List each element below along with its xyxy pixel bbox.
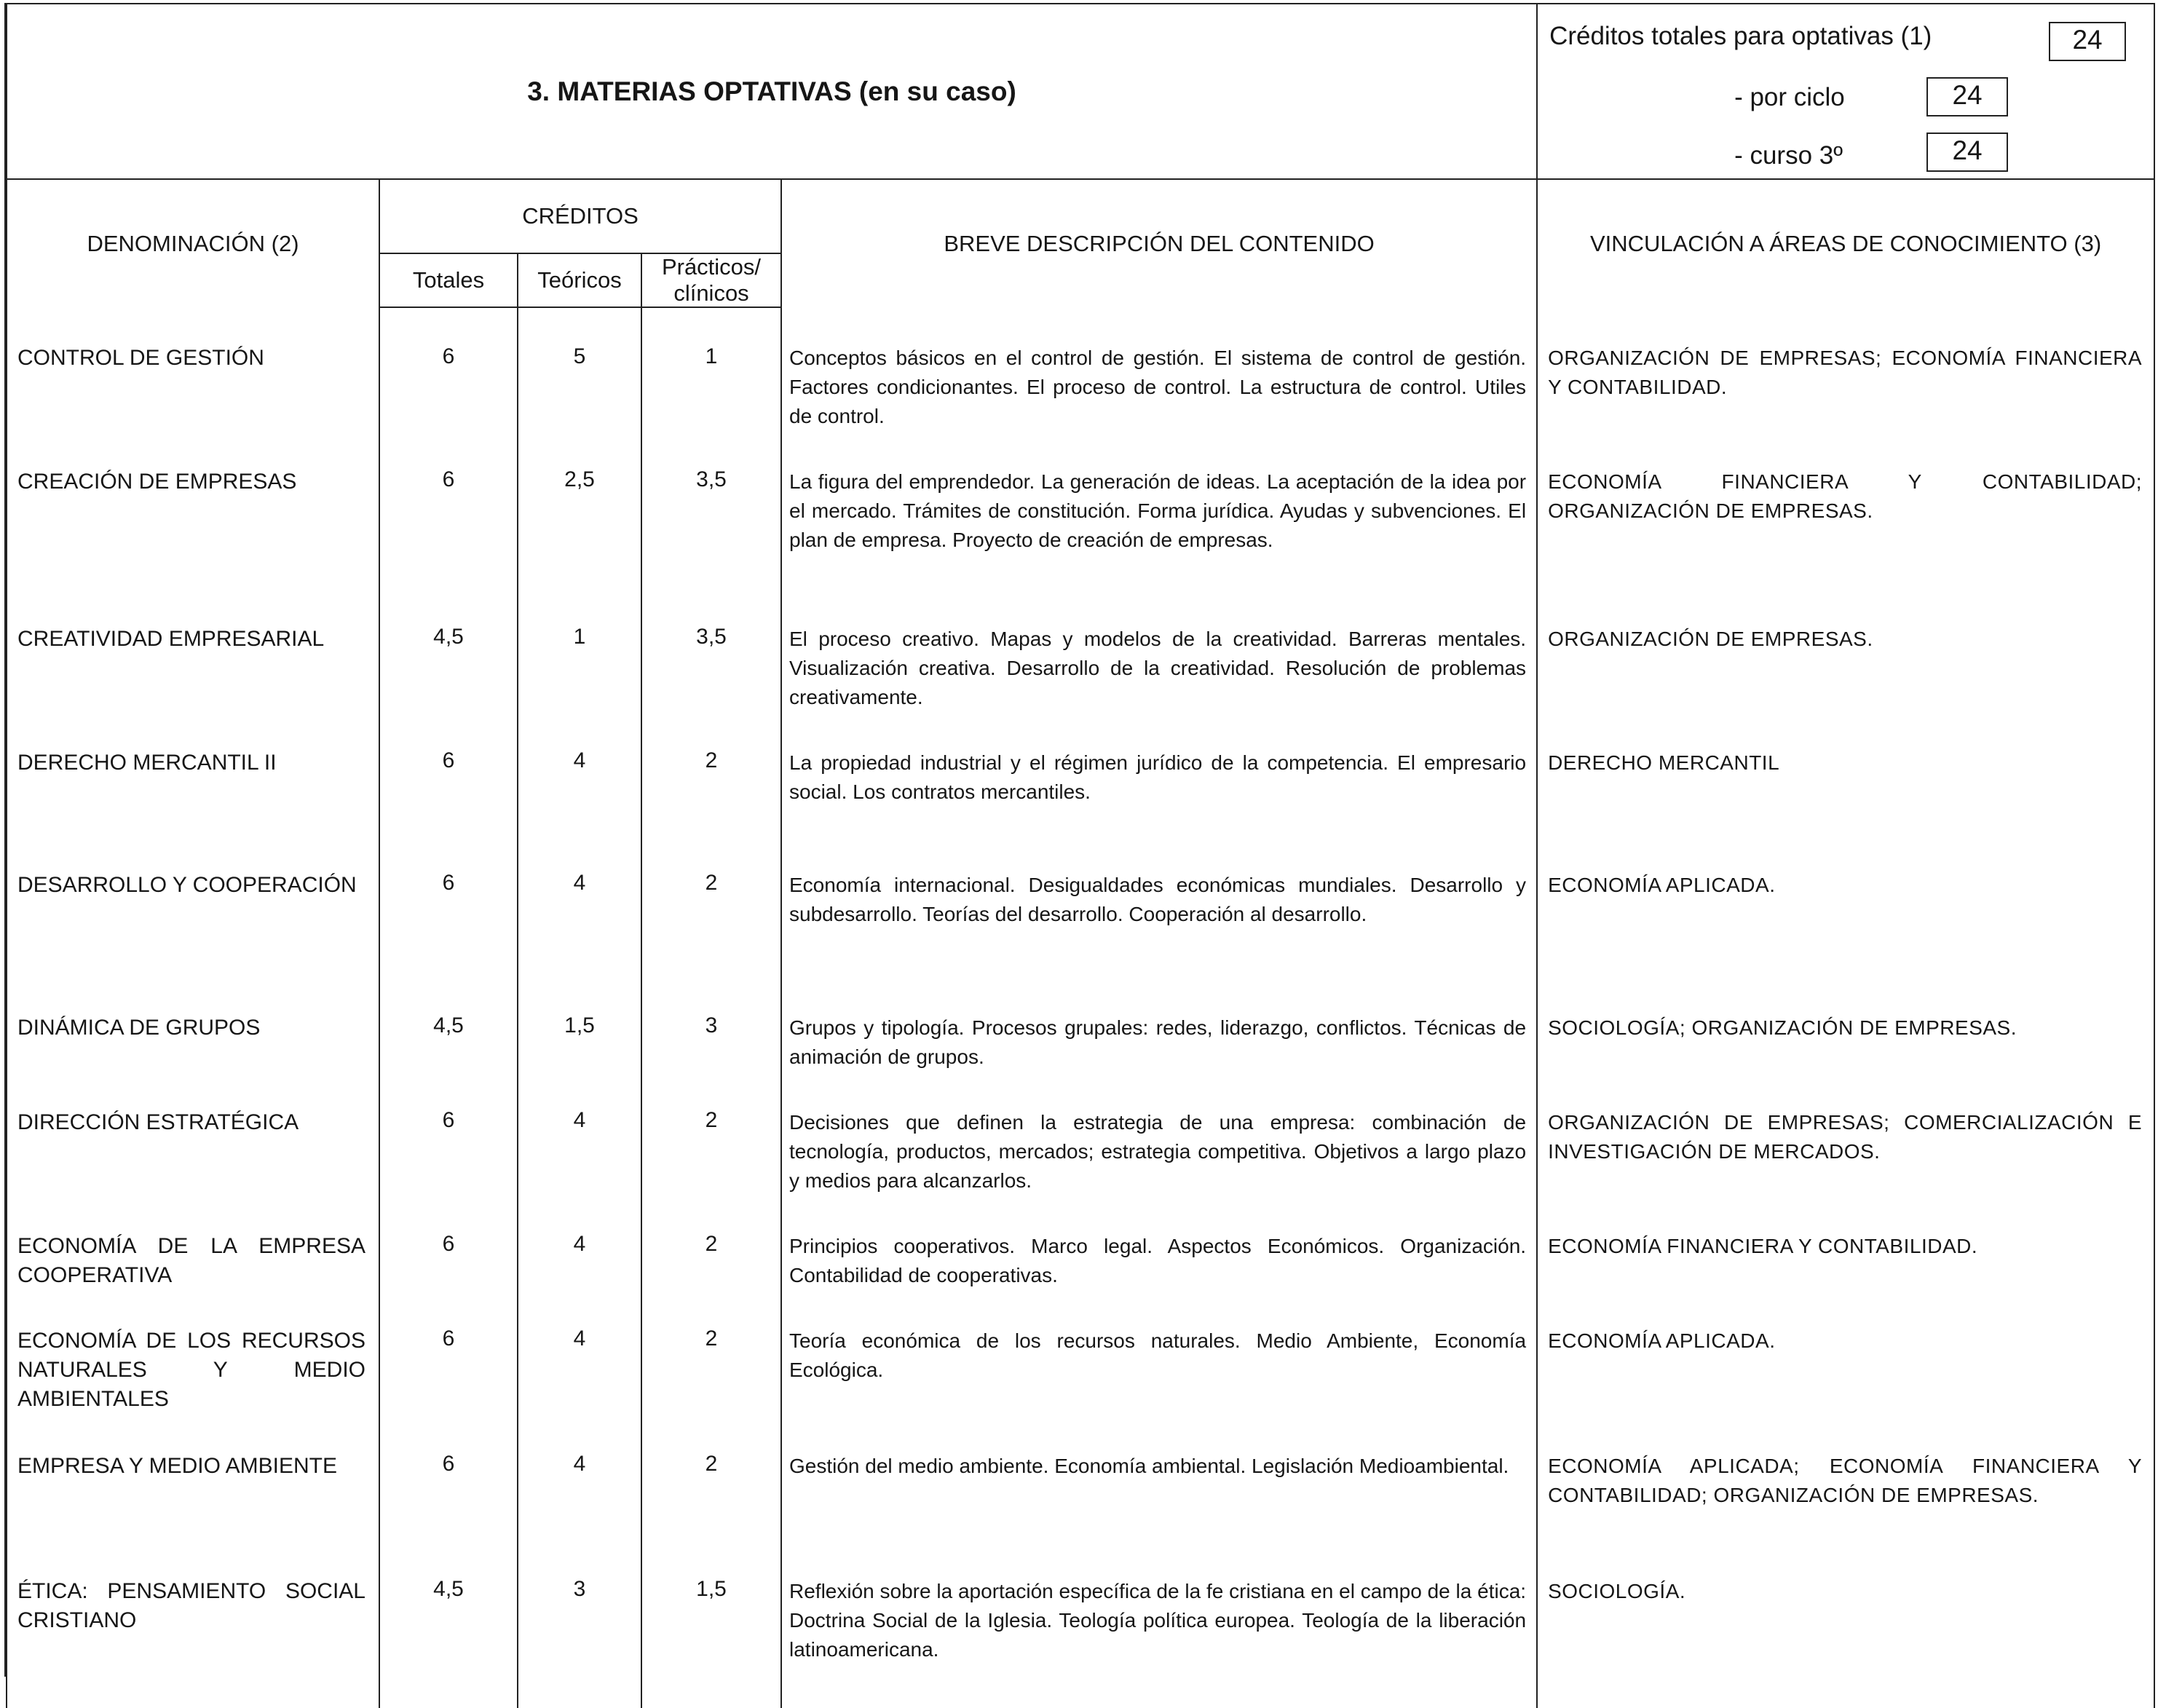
knowledge-area: ECONOMÍA FINANCIERA Y CONTABILIDAD. <box>1537 1195 2154 1290</box>
knowledge-area: ORGANIZACIÓN DE EMPRESAS; COMERCIALIZACIÓN E INVESTIGACIÓN DE MERCADOS. <box>1537 1072 2154 1195</box>
col-header-descripcion: BREVE DESCRIPCIÓN DEL CONTENIDO <box>781 179 1537 307</box>
subject-name: ECONOMÍA DE LA EMPRESA COOPERATIVA <box>7 1195 379 1290</box>
subject-description: Reflexión sobre la aportación específica de la fe cristiana en el campo de la ética: Doctrina Social de la Iglesia. Teología política europea. Teología de la liberación latinoamericana. <box>781 1541 1537 1708</box>
credits-teoricos: 4 <box>518 1195 641 1290</box>
credits-teoricos: 5 <box>518 307 641 431</box>
credits-totales: 6 <box>379 712 518 834</box>
credits-total-label: Créditos totales para optativas (1) <box>1549 22 1932 50</box>
credits-practicos: 3 <box>641 977 781 1072</box>
credits-teoricos: 4 <box>518 1415 641 1541</box>
table-row <box>7 588 2154 712</box>
credits-teoricos: 2,5 <box>518 431 641 588</box>
credits-totales: 6 <box>379 1195 518 1290</box>
subject-name: ECONOMÍA DE LOS RECURSOS NATURALES Y MEDIO AMBIENTALES <box>7 1290 379 1415</box>
credits-practicos: 2 <box>641 1195 781 1290</box>
credits-teoricos: 1,5 <box>518 977 641 1072</box>
table-row <box>7 1541 2154 1708</box>
credits-teoricos: 1 <box>518 588 641 712</box>
table-row <box>7 977 2154 1072</box>
col-header-practicos: Prácticos/ clínicos <box>641 253 781 307</box>
col-header-creditos: CRÉDITOS <box>379 179 781 253</box>
subject-description: Economía internacional. Desigualdades económicas mundiales. Desarrollo y subdesarrollo. Teorías del desarrollo. Cooperación al desarrollo. <box>781 834 1537 977</box>
subject-name: DINÁMICA DE GRUPOS <box>7 977 379 1072</box>
subject-description: Gestión del medio ambiente. Economía ambiental. Legislación Medioambiental. <box>781 1415 1537 1541</box>
credits-practicos: 2 <box>641 1072 781 1195</box>
credits-totales: 6 <box>379 431 518 588</box>
credits-teoricos: 4 <box>518 1072 641 1195</box>
subject-description: El proceso creativo. Mapas y modelos de la creatividad. Barreras mentales. Visualización creativa. Desarrollo de la creatividad. Resolución de problemas creativamente. <box>781 588 1537 712</box>
credits-teoricos: 3 <box>518 1541 641 1708</box>
knowledge-area: SOCIOLOGÍA. <box>1537 1541 2154 1708</box>
knowledge-area: ECONOMÍA APLICADA; ECONOMÍA FINANCIERA Y CONTABILIDAD; ORGANIZACIÓN DE EMPRESAS. <box>1537 1415 2154 1541</box>
subject-name: CREATIVIDAD EMPRESARIAL <box>7 588 379 712</box>
per-cycle-label: - por ciclo <box>1734 83 1845 111</box>
subject-name: ÉTICA: PENSAMIENTO SOCIAL CRISTIANO <box>7 1541 379 1708</box>
knowledge-area: SOCIOLOGÍA; ORGANIZACIÓN DE EMPRESAS. <box>1537 977 2154 1072</box>
subject-name: CREACIÓN DE EMPRESAS <box>7 431 379 588</box>
credits-practicos: 2 <box>641 1290 781 1415</box>
credits-practicos: 1 <box>641 307 781 431</box>
credits-totales: 6 <box>379 834 518 977</box>
credits-practicos: 3,5 <box>641 588 781 712</box>
credits-totales: 4,5 <box>379 977 518 1072</box>
credits-practicos: 3,5 <box>641 431 781 588</box>
credits-totales: 4,5 <box>379 1541 518 1708</box>
credits-practicos: 1,5 <box>641 1541 781 1708</box>
knowledge-area: ORGANIZACIÓN DE EMPRESAS. <box>1537 588 2154 712</box>
subject-description: Conceptos básicos en el control de gestión. El sistema de control de gestión. Factores condicionantes. El proceso de control. La estructura de control. Utiles de control. <box>781 307 1537 431</box>
knowledge-area: ORGANIZACIÓN DE EMPRESAS; ECONOMÍA FINANCIERA Y CONTABILIDAD. <box>1537 307 2154 431</box>
credits-teoricos: 4 <box>518 1290 641 1415</box>
subject-description: Teoría económica de los recursos naturales. Medio Ambiente, Economía Ecológica. <box>781 1290 1537 1415</box>
credits-totales: 6 <box>379 1290 518 1415</box>
credits-practicos: 2 <box>641 1415 781 1541</box>
table-row <box>7 431 2154 588</box>
subject-description: La figura del emprendedor. La generación de ideas. La aceptación de la idea por el mercado. Trámites de constitución. Forma jurídica. Ayudas y subvenciones. El plan de empresa. Proyecto de creación de empresas. <box>781 431 1537 588</box>
table-row <box>7 1290 2154 1415</box>
knowledge-area: ECONOMÍA APLICADA. <box>1537 834 2154 977</box>
col-header-teoricos: Teóricos <box>518 253 641 307</box>
subject-name: CONTROL DE GESTIÓN <box>7 307 379 431</box>
table-row <box>7 307 2154 431</box>
credits-teoricos: 4 <box>518 834 641 977</box>
credits-practicos: 2 <box>641 712 781 834</box>
knowledge-area: ECONOMÍA FINANCIERA Y CONTABILIDAD; ORGANIZACIÓN DE EMPRESAS. <box>1537 431 2154 588</box>
subject-name: DERECHO MERCANTIL II <box>7 712 379 834</box>
col-header-vinculacion: VINCULACIÓN A ÁREAS DE CONOCIMIENTO (3) <box>1537 179 2154 307</box>
table-row <box>7 1195 2154 1290</box>
subject-description: Principios cooperativos. Marco legal. Aspectos Económicos. Organización. Contabilidad de cooperativas. <box>781 1195 1537 1290</box>
subject-description: Grupos y tipología. Procesos grupales: redes, liderazgo, conflictos. Técnicas de animación de grupos. <box>781 977 1537 1072</box>
knowledge-area: DERECHO MERCANTIL <box>1537 712 2154 834</box>
subject-name: DIRECCIÓN ESTRATÉGICA <box>7 1072 379 1195</box>
credits-totales: 6 <box>379 1415 518 1541</box>
subject-name: EMPRESA Y MEDIO AMBIENTE <box>7 1415 379 1541</box>
credits-summary <box>1537 4 2154 179</box>
credits-practicos: 2 <box>641 834 781 977</box>
subject-description: La propiedad industrial y el régimen jurídico de la competencia. El empresario social. Los contratos mercantiles. <box>781 712 1537 834</box>
credits-teoricos: 4 <box>518 712 641 834</box>
credits-totales: 6 <box>379 1072 518 1195</box>
section-title: 3. MATERIAS OPTATIVAS (en su caso) <box>7 4 1537 179</box>
col-header-denominacion: DENOMINACIÓN (2) <box>7 179 379 307</box>
subject-description: Decisiones que definen la estrategia de una empresa: combinación de tecnología, productos, mercados; estrategia competitiva. Objetivos a largo plazo y medios para alcanzarlos. <box>781 1072 1537 1195</box>
table-row <box>7 834 2154 977</box>
credits-total-value: 24 <box>2049 22 2126 61</box>
credits-totales: 4,5 <box>379 588 518 712</box>
credits-totales: 6 <box>379 307 518 431</box>
optional-subjects-sheet <box>4 3 2155 1677</box>
knowledge-area: ECONOMÍA APLICADA. <box>1537 1290 2154 1415</box>
optional-subjects-table <box>6 4 2155 1708</box>
course-label: - curso 3º <box>1734 141 1843 170</box>
subject-name: DESARROLLO Y COOPERACIÓN <box>7 834 379 977</box>
table-row <box>7 1072 2154 1195</box>
per-cycle-value: 24 <box>1926 77 2008 116</box>
table-row <box>7 712 2154 834</box>
table-row <box>7 1415 2154 1541</box>
col-header-totales: Totales <box>379 253 518 307</box>
course-value: 24 <box>1926 133 2008 172</box>
